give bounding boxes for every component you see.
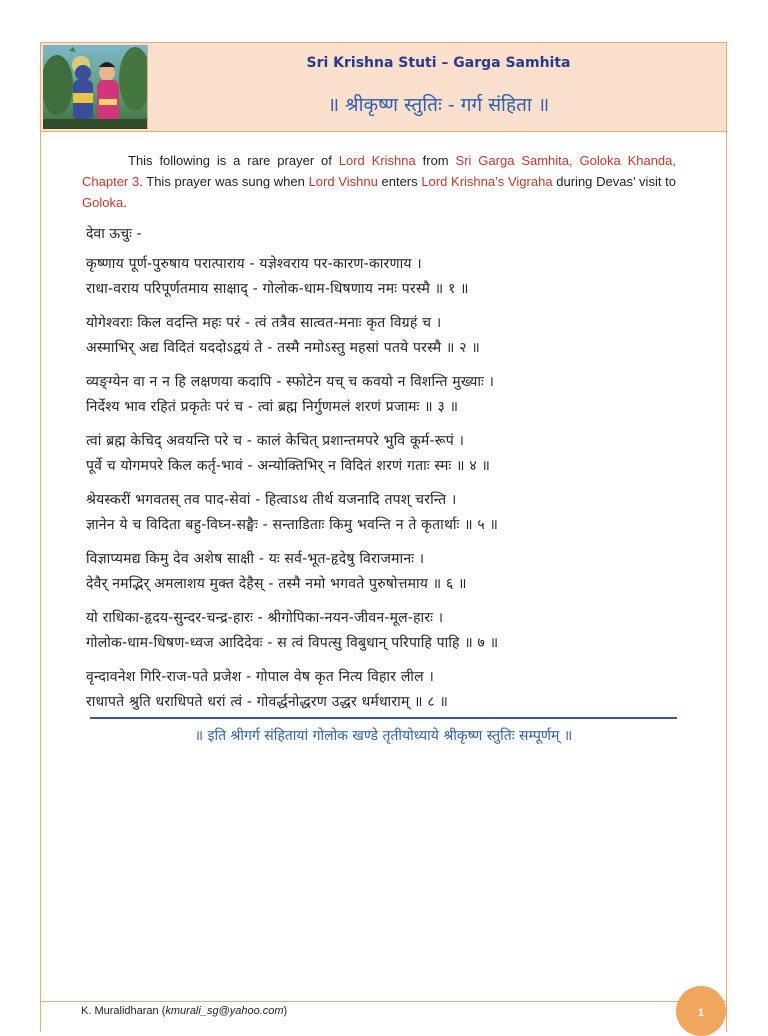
intro-text: from (415, 153, 456, 168)
highlight-lord-vishnu: Lord Vishnu (308, 174, 378, 189)
verse (86, 547, 686, 597)
verse-line: गोलोक-धाम-धिषण-ध्वज आदिदेवः - स त्वं विपत्सु विबुधान् परिपाहि पाहि ॥ ७ ॥ (86, 635, 499, 651)
verse-line: यो राधिका-हृदय-सुन्दर-चन्द्र-हारः - श्रीगोपिका-नयन-जीवन-मूल-हारः । (86, 610, 444, 626)
verse (86, 429, 686, 479)
page-header (40, 42, 727, 132)
verses-heading: देवा ऊचुः - (86, 226, 142, 242)
verse-line: राधा-वराय परिपूर्णतमाय साक्षाद् - गोलोक-धाम-धिषणाय नमः परस्मै ॥ १ ॥ (86, 281, 469, 297)
verse-line: वृन्दावनेश गिरि-राज-पते प्रजेश - गोपाल वेष कृत नित्य विहार लील । (86, 669, 434, 685)
highlight-lord-krishna: Lord Krishna (338, 153, 416, 168)
highlight-source: Sri Garga Samhita, Goloka Khanda, Chapter 3 (82, 153, 677, 189)
author-email: kmurali_sg@yahoo.com (165, 1005, 284, 1017)
verse-line: विज्ञाप्यमद्य किमु देव अशेष साक्षी - यः सर्व-भूत-हृदेषु विराजमानः । (86, 551, 425, 567)
verse-line: पूर्वे च योगमपरे किल कर्तृ-भावं - अन्योक्तिभिर् न विदितं शरणं गताः स्मः ॥ ४ ॥ (86, 458, 491, 474)
intro-text: . This prayer was sung when (139, 174, 309, 189)
author-close: ) (283, 1005, 288, 1017)
intro-paragraph (82, 150, 676, 213)
verse-line: देवैर् नमद्भिर् अमलाशय मुक्त देहैस् - तस्मै नमो भगवते पुरुषोत्तमाय ॥ ६ ॥ (86, 576, 467, 592)
verse-line: व्यङ्ग्येन वा न न हि लक्षणया कदापि - स्फोटेन यच् च कवयो न विशन्ति मुख्याः । (86, 374, 495, 390)
verse-line: ज्ञानेन ये च विदिता बहु-विघ्न-सङ्घैः - सन्ताडिताः किमु भवन्ति न ते कृतार्थाः ॥ ५ ॥ (86, 517, 499, 533)
verse-line: योगेश्वराः किल वदन्ति महः परं - त्वं तत्रैव सात्वत-मनाः कृत विग्रहं च । (86, 315, 442, 331)
verse (86, 488, 686, 538)
verse-line: राधापते श्रुति धराधिपते धरां त्वं - गोवर्द्धनोद्धरण उद्धर धर्मधाराम् ॥ ८ ॥ (86, 694, 449, 710)
verse (86, 370, 686, 420)
intro-text: . (123, 195, 127, 210)
highlight-goloka: Goloka (82, 195, 124, 210)
title-english: Sri Krishna Stuti – Garga Samhita (306, 55, 571, 71)
verse (86, 606, 686, 656)
verse (86, 665, 686, 715)
verse-line: कृष्णाय पूर्ण-पुरुषाय परात्पाराय - यज्ञेश्वराय पर-कारण-कारणाय । (86, 256, 422, 272)
closing-verse: ॥ इति श्रीगर्ग संहितायां गोलोक खण्डे तृतीयोध्याये श्रीकृष्ण स्तुतिः सम्पूर्णम् ॥ (194, 728, 573, 744)
footer-author (81, 1005, 287, 1017)
title-sanskrit: ॥ श्रीकृष्ण स्तुतिः - गर्ग संहिता ॥ (327, 94, 550, 116)
verse (86, 252, 686, 302)
author-name: K. Muralidharan ( (81, 1005, 166, 1017)
highlight-vigraha: Lord Krishna’s Vigraha (421, 174, 553, 189)
verse-line: श्रेयस्करीं भगवतस् तव पाद-सेवां - हित्वाऽथ तीर्थ यजनादि तपश् चरन्ति । (86, 492, 457, 508)
intro-text: enters (377, 174, 422, 189)
page-number: 1 (697, 1007, 705, 1019)
intro-text: during Devas’ visit to (552, 174, 676, 189)
verse (86, 311, 686, 361)
footer-divider (40, 1001, 727, 1002)
krishna-radha-image (43, 45, 148, 129)
verses-block (86, 222, 686, 724)
intro-text: This following is a rare prayer of (128, 153, 339, 168)
separator-line (90, 717, 677, 719)
verse-line: अस्माभिर् अद्य विदितं यददोऽद्वयं ते - तस्मै नमोऽस्तु महसां पतये परस्मै ॥ २ ॥ (86, 340, 480, 356)
verse-line: त्वां ब्रह्म केचिद् अवयन्ति परे च - कालं केचित् प्रशान्तमपरे भुवि कूर्म-रूपं । (86, 433, 465, 449)
verse-line: निर्देश्य भाव रहितं प्रकृतेः परं च - त्वां ब्रह्म निर्गुणमलं शरणं प्रजामः ॥ ३ ॥ (86, 399, 459, 415)
